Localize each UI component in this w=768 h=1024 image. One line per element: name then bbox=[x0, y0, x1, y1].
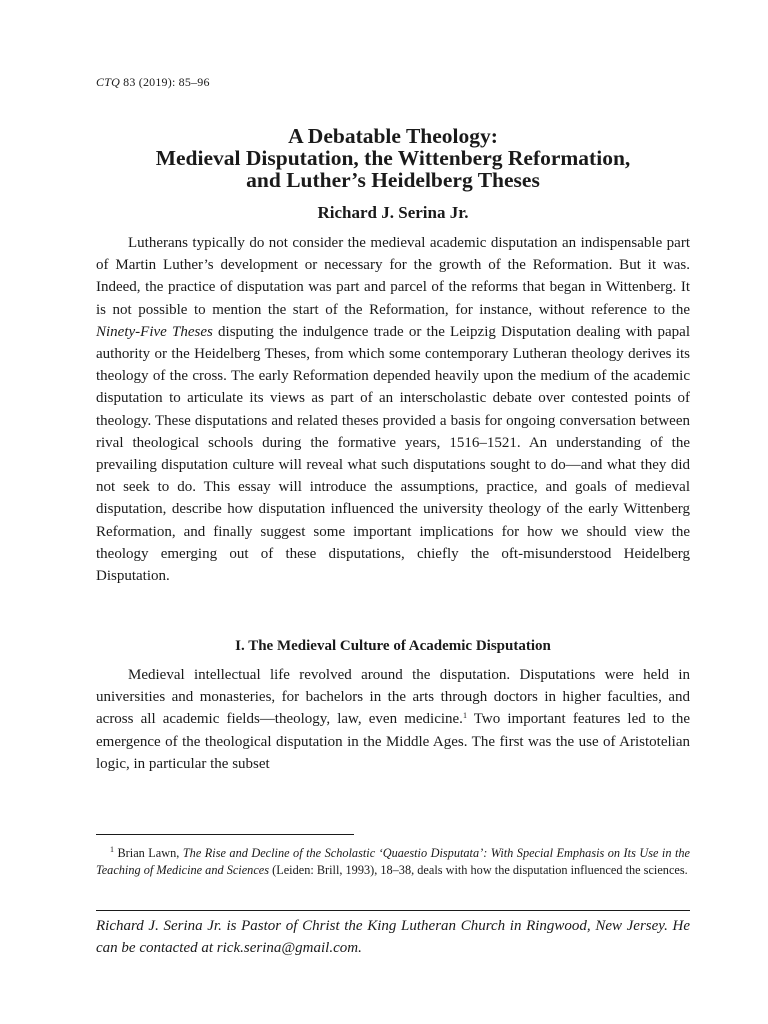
intro-paragraph bbox=[96, 232, 690, 587]
footnote-divider bbox=[96, 834, 354, 835]
journal-abbrev: CTQ bbox=[96, 75, 120, 89]
title-line-3: and Luther’s Heidelberg Theses bbox=[246, 168, 540, 192]
article-page bbox=[96, 0, 690, 1024]
section-text-part-1: Medieval intellectual life revolved around the disputation. Disputations were held in universities and monasteries, for bachelors in the arts through doctors in higher faculties, and across all academic fields—theology, law, even medicine. bbox=[96, 667, 690, 728]
intro-text-part-1: Lutherans typically do not consider the medieval academic disputation an indispensable part of Martin Luther’s development or necessary for the growth of the Reformation. But it was. Indeed, the practice of disputation was part and parcel of the reforms that began in Wittenberg. It is not possible to mention the start of the Reformation, for instance, without reference to the bbox=[96, 235, 690, 318]
article-author: Richard J. Serina Jr. bbox=[317, 203, 469, 222]
title-line-1: A Debatable Theology: bbox=[288, 124, 498, 148]
section-text-part-2: Two important features led to the emergence of the theological disputation in the Middle Ages. The first was the use of Aristotelian logic, in particular the subset bbox=[96, 711, 690, 772]
ninety-five-theses-italic: Ninety-Five Theses bbox=[96, 323, 213, 340]
journal-citation bbox=[96, 75, 210, 90]
section-heading: I. The Medieval Culture of Academic Disputation bbox=[235, 638, 551, 654]
footnote bbox=[96, 845, 690, 879]
journal-volume-pages: 83 (2019): 85–96 bbox=[119, 75, 210, 89]
footnote-reference[interactable]: 1 bbox=[462, 711, 467, 721]
section-paragraph bbox=[96, 664, 690, 775]
article-title bbox=[96, 125, 690, 191]
author-bio-divider bbox=[96, 910, 690, 911]
footnote-citation: (Leiden: Brill, 1993), 18–38, deals with how the disputation influenced the sciences. bbox=[269, 863, 688, 877]
footnote-number: 1 bbox=[110, 845, 114, 854]
footnote-author: Brian Lawn, bbox=[114, 846, 183, 860]
author-bio: Richard J. Serina Jr. is Pastor of Christ the King Lutheran Church in Ringwood, New Jersey. He can be contacted at rick.serina@gmail.com. bbox=[96, 918, 690, 956]
intro-text-part-2: disputing the indulgence trade or the Leipzig Disputation dealing with papal authority or the Heidelberg Theses, from which some contemporary Lutheran theology derives its theology of the cross. The early Reformation depended heavily upon the medium of the academic disputation to articulate its views as part of an interscholastic debate over contested points of theology. These disputations and related theses provided a basis for ongoing conversation between rival theological schools during the formative years, 1516–1521. An understanding of the prevailing disputation culture will reveal what such disputations sought to do—and what they did not seek to do. This essay will introduce the assumptions, practice, and goals of medieval disputation, describe how disputation influenced the university theology of the early Wittenberg Reformation, and finally suggest some important implications for how we should view the theology emerging out of these disputations, chiefly the oft-misunderstood Heidelberg Disputation. bbox=[96, 323, 690, 585]
title-line-2: Medieval Disputation, the Wittenberg Reformation, bbox=[155, 146, 631, 170]
footnote-book-title: The Rise and Decline of the Scholastic ‘Quaestio Disputata’: With Special Emphasis on Its Use in the Teaching of Medicine and Sciences bbox=[96, 846, 691, 877]
